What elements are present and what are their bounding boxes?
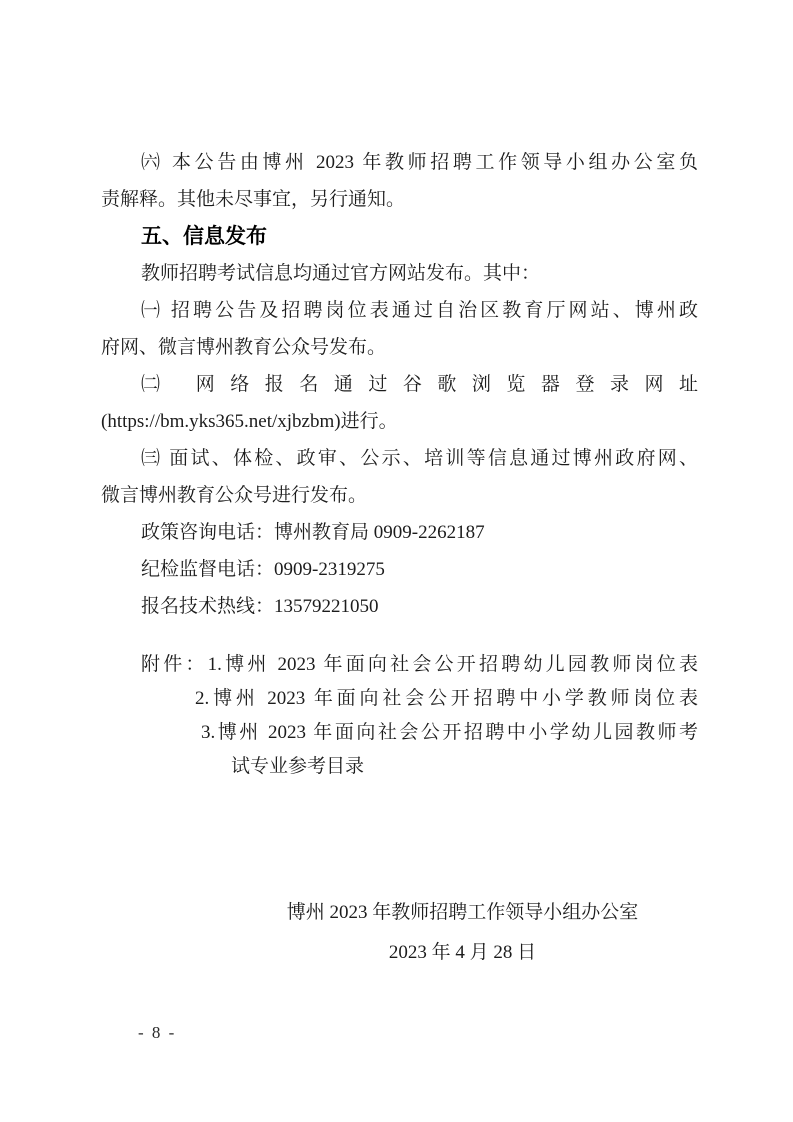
document-body bbox=[101, 144, 698, 625]
attachments-label: 附件： bbox=[141, 654, 208, 675]
attachment-item-1-text: 1.博州 2023 年面向社会公开招聘幼儿园教师岗位表 bbox=[207, 654, 698, 675]
para-six-line-2: 责解释。其他未尽事宜，另行通知。 bbox=[101, 189, 406, 210]
signature-organization: 博州 2023 年教师招聘工作领导小组办公室 bbox=[286, 902, 639, 923]
signature-date: 2023 年 4 月 28 日 bbox=[388, 942, 537, 963]
attachment-item-3-line-2: 试专业参考目录 bbox=[231, 756, 365, 777]
contact-technical-hotline: 报名技术热线：13579221050 bbox=[141, 596, 379, 617]
para-six-line-1: ㈥ 本公告由博州 2023 年教师招聘工作领导小组办公室负 bbox=[141, 152, 698, 173]
attachments-block bbox=[101, 648, 698, 784]
signature-block bbox=[101, 893, 698, 973]
page-number: - 8 - bbox=[138, 1023, 177, 1042]
contact-policy-phone: 政策咨询电话：博州教育局 0909-2262187 bbox=[141, 522, 485, 543]
intro-line: 教师招聘考试信息均通过官方网站发布。其中： bbox=[141, 263, 541, 284]
para-three-line-1: ㈢ 面试、体检、政审、公示、培训等信息通过博州政府网、 bbox=[141, 448, 698, 469]
para-three-line-2: 微言博州教育公众号进行发布。 bbox=[101, 485, 368, 506]
para-two-line-2-url: (https://bm.yks365.net/xjbzbm)进行。 bbox=[101, 411, 398, 432]
para-one-line-1: ㈠ 招聘公告及招聘岗位表通过自治区教育厅网站、博州政 bbox=[141, 300, 698, 321]
attachment-item-1 bbox=[101, 648, 698, 682]
contact-discipline-phone: 纪检监督电话：0909-2319275 bbox=[141, 559, 385, 580]
attachment-item-2: 2.博州 2023 年面向社会公开招聘中小学教师岗位表 bbox=[195, 688, 698, 709]
section-heading: 五、信息发布 bbox=[141, 225, 267, 248]
attachment-item-3-line-1: 3.博州 2023 年面向社会公开招聘中小学幼儿园教师考 bbox=[201, 722, 698, 743]
para-two-line-1: ㈡ 网络报名通过谷歌浏览器登录网址 bbox=[141, 374, 698, 395]
para-one-line-2: 府网、微言博州教育公众号发布。 bbox=[101, 337, 387, 358]
